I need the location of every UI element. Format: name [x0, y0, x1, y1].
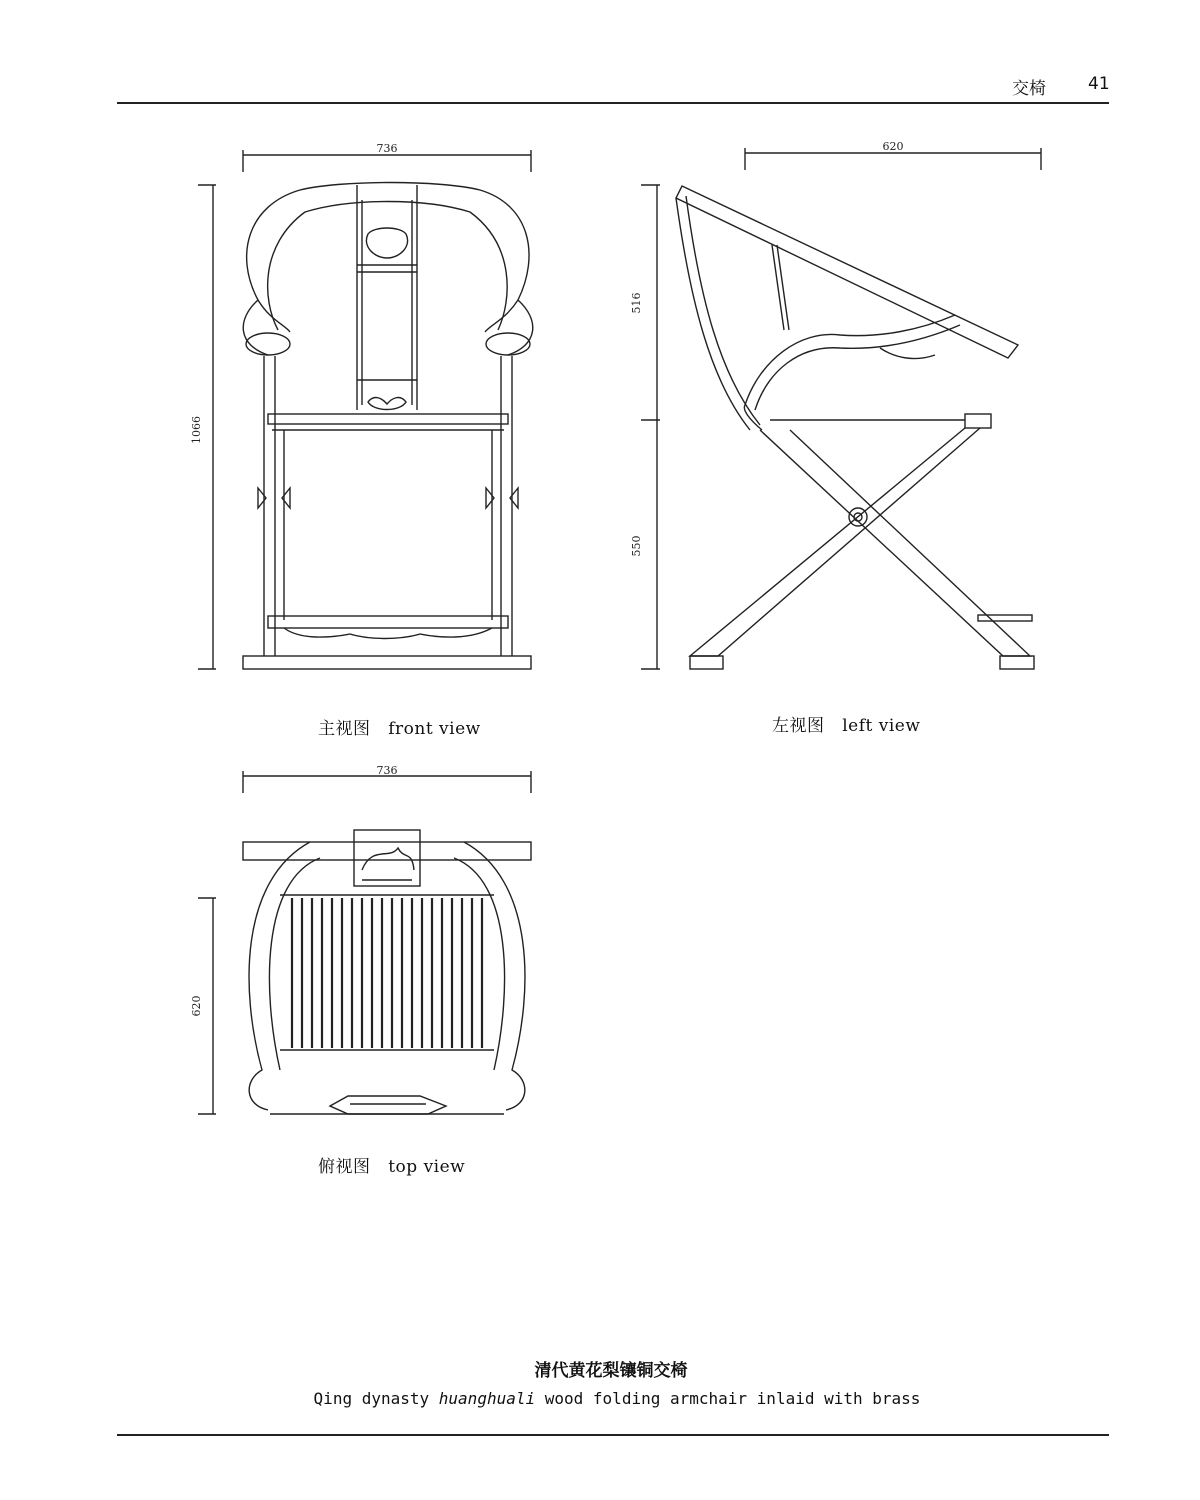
page-number: 41 [1088, 74, 1110, 94]
left-view-drawing [630, 140, 1041, 669]
caption-chinese: 清代黄花梨镶铜交椅 [534, 1361, 688, 1381]
page-header-section: 交椅 [1012, 79, 1046, 99]
caption-english-suffix: wood folding armchair inlaid with brass [544, 1389, 921, 1408]
front-view-drawing [190, 142, 533, 669]
front-width-dim: 736 [376, 142, 398, 155]
left-view-label: 左视图 left view [772, 716, 921, 736]
left-upper-height-dim: 516 [630, 292, 643, 314]
top-view-label: 俯视图 top view [318, 1157, 466, 1177]
left-width-dim: 620 [882, 140, 904, 153]
front-height-dim: 1066 [190, 416, 203, 444]
caption-english-italic: huanghuali [438, 1389, 536, 1408]
caption-english [0, 1389, 1200, 1408]
seat-cords [292, 898, 482, 1048]
top-depth-dim: 620 [190, 995, 203, 1017]
caption-english-prefix: Qing dynasty [313, 1389, 430, 1408]
footer-rule [117, 1434, 1109, 1436]
left-lower-height-dim: 550 [630, 535, 643, 557]
front-view-label: 主视图 front view [318, 719, 481, 739]
top-width-dim: 736 [376, 764, 398, 777]
top-view-drawing [190, 764, 531, 1114]
